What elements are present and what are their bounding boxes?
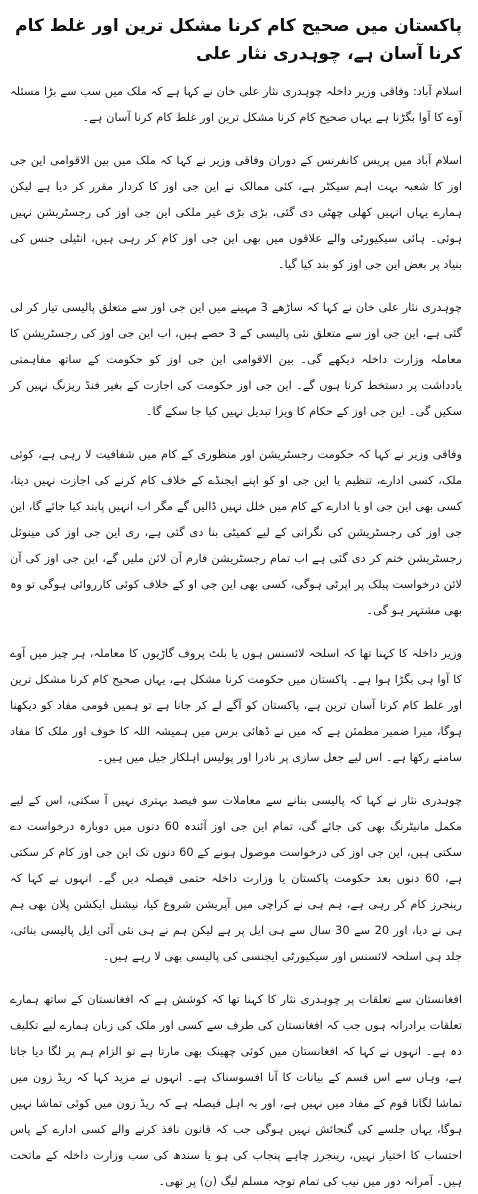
article-paragraph-3: چوہدری نثار علی خان نے کہا کہ ساڑھے 3 مہینے میں این جی اوز سے متعلق پالیسی تیار کر لی گئی ہے، این جی اوز سے متعلق نئی پالیسی کے 3 حصے ہیں، اب این جی اوز کی رجسٹریشن کا معاملہ وزارت داخلہ دیکھے گی۔ بین الاقوامی این جی اوز کو حکومت کے ساتھ مفاہمتی یادداشت پر دستخط کرنا ہوں گے۔ این جی اوز حکومت کی اجازت کے بغیر فنڈ ریزنگ نہیں کر سکیں گی۔ این جی اوز کے حکام کا ویزا تبدیل نہیں کیا جا سکے گا۔ [10, 300, 463, 418]
article-paragraph-6: چوہدری نثار نے کہا کہ پالیسی بنانے سے معاملات سو فیصد بہتری نہیں آ سکتی، اس کے لیے مکمل مانیٹرنگ بھی کی جائے گی، تمام این جی اوز آئندہ 60 دنوں میں دوبارہ درخواست دے سکتی ہیں، این جی اوز کی درخواست موصول ہونے کے 60 دنوں تک این جی اوز کام کر سکتی ہے، 60 دنوں بعد حکومت پاکستان یا وزارت داخلہ حتمی فیصلہ دیں گے۔ انہوں نے کہا کہ رینجرز کام کر رہی ہے، ہم ہی نے کراچی میں آپریشن شروع کیا، نیشنل ایکشن پلان بھی ہم ہی نے دیا، اور 20 سے 30 سال سے ہی ایل پر ہے لیکن ہم نے ہی نئی آئی ایل پالیسی بنائی، جلد ہی اسلحہ لائسنس اور سیکیورٹی ایجنسی کی پالیسی بھی لا رہے ہیں۔ [10, 793, 463, 963]
article-paragraph-1: اسلام آباد: وفاقی وزیر داخلہ چوہدری نثار علی خان نے کہا ہے کہ ملک میں سب سے بڑا مسئلہ آوے کا آوا بگڑنا ہے یہاں صحیح کام کرنا مشکل ترین اور غلط کام کرنا آسان ہے۔ [10, 84, 462, 124]
article-headline: پاکستان میں صحیح کام کرنا مشکل ترین اور غلط کام کرنا آسان ہے، چوہدری نثار علی [15, 16, 462, 64]
article-paragraph-5: وزیر داخلہ کا کہنا تھا کہ اسلحہ لائسنس ہوں یا بلٹ پروف گاڑیوں کا معاملہ، ہر چیز میں آوے کا آوا ہی بگڑا ہوا ہے۔ پاکستان میں حکومت کرنا مشکل ہے، یہاں صحیح کام کرنا مشکل ترین اور غلط کام کرنا آسان ترین ہے، پاکستان کو آگے لے کر جانا ہے تو ہمیں قومی مفاد کو دیکھنا ہوگا، میرا ضمیر مطمئن ہے کہ میں نے ڈھائی برس میں ہمیشہ اللہ کا خوف اور ملک کا مفاد سامنے رکھا ہے۔ اس لیے جعل سازی پر نادرا اور پولیس اہلکار جیل میں ہیں۔ [10, 646, 462, 764]
article-paragraph-7: افغانستان سے تعلقات پر چوہدری نثار کا کہنا تھا کہ کوشش ہے کہ افغانستان کے ساتھ ہمارے تعلقات برادرانہ ہوں جب کہ افغانستان کی طرف سے کسی اور ملک کی زبان ہمارے لیے تکلیف دہ ہے۔ انہوں نے کہا کہ افغانستان میں کوئی چھینک بھی مارتا ہے تو الزام ہم پر لگا دیا جاتا ہے، وہاں سے اس قسم کے بیانات کا آنا افسوسناک ہے۔ انہوں نے مزید کہا کہ ریڈ زون میں تماشا لگانا قوم کے مفاد میں نہیں ہے، اور یہ اہل فیصلہ ہے کہ ریڈ زون میں کوئی تماشا نہیں ہوگا، یہاں جلسے کی گنجائش نہیں ہوگی جب کہ قانون نافذ کرنے والے کسی ادارے کے پاس احتساب کا اختیار نہیں، رینجرز چاہے پنجاب کی ہو یا سندھ کی سب وزارت داخلہ کے ماتحت ہیں۔ آمرانہ دور میں نیب کی تمام توجہ مسلم لیگ (ن) پر تھی۔ [10, 992, 462, 1188]
article-paragraph-4: وفاقی وزیر نے کہا کہ حکومت رجسٹریشن اور منظوری کے کام میں شفافیت لا رہی ہے، کوئی ملک، کسی ادارے، تنظیم یا این جی او کو اپنے ایجنڈے کے خلاف کام کرنے کی اجازت نہیں دیتا، کسی بھی این جی او یا ادارے کے کام میں خلل نہیں ڈالیں گے مگر اب انہیں پابند کیا جائے گا، این جی اوز کی رجسٹریشن کی نگرانی کے لیے کمیٹی بنا دی گئی ہے، ری این جی اوز کی مینوئل رجسٹریشن ختم کر دی گئی ہے اب تمام رجسٹریشن فارم آن لائن ملیں گے، این جی اوز کی آن لائن درخواست پبلک پر اپرٹی ہوگی، کسی بھی این جی او کے خلاف کوئی کارروائی ہوگی تو وہ بھی مشتہر ہو گی۔ [10, 447, 462, 617]
article-paragraph-2: اسلام آباد میں پریس کانفرنس کے دوران وفاقی وزیر نے کہا کہ ملک میں بین الاقوامی این جی اوز کا شعبہ بہت اہم سیکٹر ہے، کئی ممالک نے این جی اوز کا کردار مقرر کر دیا ہے لیکن ہمارے یہاں انہیں کھلی چھٹی دی گئی، بڑی بڑی غیر ملکی این جی اوز کی رجسٹریشن نہیں ہوئی۔ ہائی سیکیورٹی والے علاقوں میں بھی این جی اوز کام کر رہی ہیں، انٹیلی جنس کی بنیاد پر بعض این جی اوز کو بند کیا گیا۔ [10, 153, 462, 271]
